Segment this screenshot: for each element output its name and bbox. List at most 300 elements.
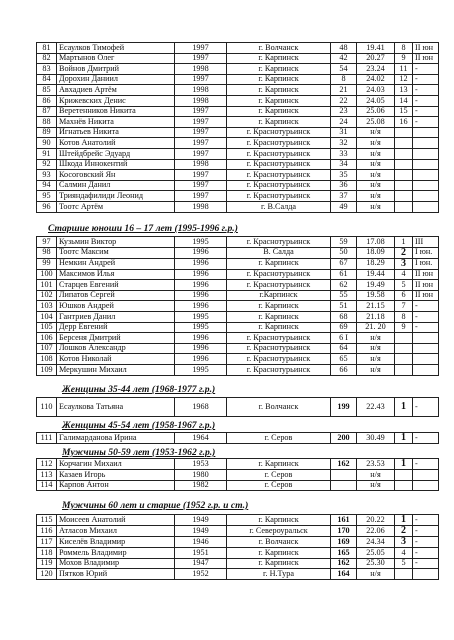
row-number: 81 — [37, 43, 57, 54]
birth-year: 1997 — [175, 180, 227, 191]
rank: II юн — [413, 280, 439, 291]
finish-time: н/я — [357, 159, 395, 170]
bib-number: 161 — [331, 515, 357, 526]
place: 14 — [395, 95, 413, 106]
row-number: 96 — [37, 201, 57, 212]
city: г. Карпинск — [227, 322, 331, 333]
finish-time: 24.03 — [357, 85, 395, 96]
athlete-name: Есаулкова Татьяна — [57, 398, 175, 417]
birth-year: 1998 — [175, 85, 227, 96]
rank: - — [413, 117, 439, 128]
birth-year: 1997 — [175, 117, 227, 128]
bib-number: 49 — [331, 201, 357, 212]
place — [395, 333, 413, 344]
rank — [413, 364, 439, 375]
finish-time: н/я — [357, 364, 395, 375]
table-row — [37, 95, 439, 106]
row-number: 97 — [37, 237, 57, 248]
results-table-men-50-59 — [36, 458, 439, 491]
birth-year: 1997 — [175, 53, 227, 64]
row-number: 104 — [37, 311, 57, 322]
bib-number: 55 — [331, 290, 357, 301]
row-number: 107 — [37, 343, 57, 354]
finish-time: н/я — [357, 343, 395, 354]
row-number: 82 — [37, 53, 57, 64]
place: 8 — [395, 311, 413, 322]
birth-year: 1947 — [175, 558, 227, 569]
rank: II юн — [413, 43, 439, 54]
city: г. Краснотурьинск — [227, 354, 331, 365]
bib-number: 48 — [331, 43, 357, 54]
bib-number: 65 — [331, 354, 357, 365]
rank: - — [413, 85, 439, 96]
city: г. Карпинск — [227, 258, 331, 269]
rank — [413, 480, 439, 491]
place: 1 — [395, 459, 413, 470]
city: г. Волчанск — [227, 398, 331, 417]
row-number: 119 — [37, 558, 57, 569]
city: г. Серов — [227, 470, 331, 481]
place — [395, 480, 413, 491]
athlete-name: Атласов Михаил — [57, 526, 175, 537]
rank: - — [413, 459, 439, 470]
rank: - — [413, 515, 439, 526]
row-number: 94 — [37, 180, 57, 191]
bib-number: 59 — [331, 237, 357, 248]
place — [395, 201, 413, 212]
bib-number — [331, 480, 357, 491]
rank: - — [413, 537, 439, 548]
place: 13 — [395, 85, 413, 96]
finish-time: 24.05 — [357, 95, 395, 106]
city: г. Краснотурьинск — [227, 237, 331, 248]
table-row — [37, 354, 439, 365]
table-row — [37, 333, 439, 344]
athlete-name: Трияндафилиди Леонид — [57, 191, 175, 202]
athlete-name: Мохов Владимир — [57, 558, 175, 569]
birth-year: 1996 — [175, 247, 227, 258]
row-number: 89 — [37, 127, 57, 138]
rank: - — [413, 322, 439, 333]
rank: - — [413, 398, 439, 417]
athlete-name: Максимов Илья — [57, 269, 175, 280]
finish-time: 19.58 — [357, 290, 395, 301]
section-heading-women-45-54: Женщины 45-54 лет (1958-1967 г.р.) — [62, 420, 216, 431]
table-row — [37, 191, 439, 202]
row-number: 98 — [37, 247, 57, 258]
finish-time: 23.53 — [357, 459, 395, 470]
athlete-name: Киселёв Владимир — [57, 537, 175, 548]
table-row — [37, 548, 439, 559]
birth-year: 1996 — [175, 301, 227, 312]
birth-year: 1996 — [175, 290, 227, 301]
athlete-name: Дерр Евгений — [57, 322, 175, 333]
birth-year: 1952 — [175, 569, 227, 580]
finish-time: 18.09 — [357, 247, 395, 258]
bib-number: 36 — [331, 180, 357, 191]
bib-number: 37 — [331, 191, 357, 202]
table-row — [37, 180, 439, 191]
finish-time: н/я — [357, 138, 395, 149]
place: 11 — [395, 64, 413, 75]
athlete-name: Котов Николай — [57, 354, 175, 365]
row-number: 109 — [37, 364, 57, 375]
birth-year: 1997 — [175, 74, 227, 85]
rank — [413, 148, 439, 159]
athlete-name: Гантриев Данил — [57, 311, 175, 322]
place — [395, 354, 413, 365]
table-row — [37, 311, 439, 322]
row-number: 83 — [37, 64, 57, 75]
bib-number: 50 — [331, 247, 357, 258]
place: 4 — [395, 548, 413, 559]
birth-year: 1996 — [175, 333, 227, 344]
table-row — [37, 64, 439, 75]
birth-year: 1997 — [175, 127, 227, 138]
place: 3 — [395, 258, 413, 269]
finish-time: н/я — [357, 170, 395, 181]
results-table-senior-juniors — [36, 236, 439, 376]
athlete-name: Карпов Антон — [57, 480, 175, 491]
table-row — [37, 258, 439, 269]
city: г. Серов — [227, 480, 331, 491]
row-number: 111 — [37, 433, 57, 444]
finish-time: н/я — [357, 191, 395, 202]
rank — [413, 343, 439, 354]
bib-number: 165 — [331, 548, 357, 559]
row-number: 92 — [37, 159, 57, 170]
birth-year: 1964 — [175, 433, 227, 444]
place: 9 — [395, 53, 413, 64]
finish-time: 21.15 — [357, 301, 395, 312]
row-number: 115 — [37, 515, 57, 526]
birth-year: 1953 — [175, 459, 227, 470]
place: 1 — [395, 237, 413, 248]
section-heading-men-50-59: Мужчины 50-59 лет (1953-1962 г.р.) — [62, 447, 216, 458]
birth-year: 1996 — [175, 269, 227, 280]
bib-number: 31 — [331, 127, 357, 138]
athlete-name: Немкин Андрей — [57, 258, 175, 269]
city: г. Карпинск — [227, 95, 331, 106]
row-number: 84 — [37, 74, 57, 85]
birth-year: 1995 — [175, 237, 227, 248]
athlete-name: Кузьмин Виктор — [57, 237, 175, 248]
row-number: 120 — [37, 569, 57, 580]
athlete-name: Войнов Дмитрий — [57, 64, 175, 75]
row-number: 110 — [37, 398, 57, 417]
place: 3 — [395, 537, 413, 548]
birth-year: 1995 — [175, 311, 227, 322]
rank: - — [413, 64, 439, 75]
birth-year: 1997 — [175, 191, 227, 202]
results-table-women-45-54 — [36, 432, 439, 444]
birth-year: 1997 — [175, 170, 227, 181]
table-row — [37, 537, 439, 548]
place: 2 — [395, 247, 413, 258]
bib-number: 169 — [331, 537, 357, 548]
city: г. Карпинск — [227, 74, 331, 85]
bib-number: 162 — [331, 459, 357, 470]
birth-year: 1998 — [175, 159, 227, 170]
row-number: 114 — [37, 480, 57, 491]
finish-time: 17.08 — [357, 237, 395, 248]
athlete-name: Веретенников Никита — [57, 106, 175, 117]
birth-year: 1980 — [175, 470, 227, 481]
rank: - — [413, 301, 439, 312]
birth-year: 1998 — [175, 201, 227, 212]
bib-number: 24 — [331, 117, 357, 128]
bib-number: 54 — [331, 64, 357, 75]
row-number: 100 — [37, 269, 57, 280]
birth-year: 1946 — [175, 537, 227, 548]
row-number: 103 — [37, 301, 57, 312]
athlete-name: Меркушин Михаил — [57, 364, 175, 375]
city: г.Карпинск — [227, 290, 331, 301]
city: г. Краснотурьинск — [227, 180, 331, 191]
finish-time: 24.34 — [357, 537, 395, 548]
row-number: 90 — [37, 138, 57, 149]
finish-time: 25.08 — [357, 117, 395, 128]
table-row — [37, 170, 439, 181]
place — [395, 127, 413, 138]
city: г. Карпинск — [227, 459, 331, 470]
place: 7 — [395, 301, 413, 312]
table-row — [37, 459, 439, 470]
finish-time: 22.06 — [357, 526, 395, 537]
athlete-name: Авхадиев Артём — [57, 85, 175, 96]
table-row — [37, 201, 439, 212]
results-table-juniors — [36, 42, 439, 213]
city: г. Карпинск — [227, 301, 331, 312]
bib-number: 35 — [331, 170, 357, 181]
table-row — [37, 247, 439, 258]
place — [395, 470, 413, 481]
finish-time: н/я — [357, 333, 395, 344]
athlete-name: Котов Анатолий — [57, 138, 175, 149]
section-heading-women-35-44: Женщины 35-44 лет (1968-1977 г.р.) — [62, 384, 216, 395]
place — [395, 364, 413, 375]
birth-year: 1995 — [175, 364, 227, 375]
city: г. Краснотурьинск — [227, 159, 331, 170]
birth-year: 1968 — [175, 398, 227, 417]
athlete-name: Штейдбрейс Эдуард — [57, 148, 175, 159]
finish-time: 24.02 — [357, 74, 395, 85]
rank: III — [413, 237, 439, 248]
athlete-name: Тоотс Максим — [57, 247, 175, 258]
athlete-name: Старцев Евгений — [57, 280, 175, 291]
athlete-name: Галимарданова Ирина — [57, 433, 175, 444]
table-row — [37, 85, 439, 96]
rank — [413, 170, 439, 181]
row-number: 85 — [37, 85, 57, 96]
rank — [413, 201, 439, 212]
rank: - — [413, 526, 439, 537]
finish-time: н/я — [357, 354, 395, 365]
finish-time: 25.30 — [357, 558, 395, 569]
rank — [413, 333, 439, 344]
city: г. Карпинск — [227, 106, 331, 117]
athlete-name: Берсеня Дмитрий — [57, 333, 175, 344]
place: 1 — [395, 515, 413, 526]
city: г. Карпинск — [227, 53, 331, 64]
rank: - — [413, 106, 439, 117]
finish-time: 19.44 — [357, 269, 395, 280]
finish-time: 23.24 — [357, 64, 395, 75]
birth-year: 1995 — [175, 322, 227, 333]
birth-year: 1996 — [175, 354, 227, 365]
place — [395, 159, 413, 170]
row-number: 105 — [37, 322, 57, 333]
place: 9 — [395, 322, 413, 333]
bib-number: 34 — [331, 159, 357, 170]
table-row — [37, 127, 439, 138]
city: г. Волчанск — [227, 43, 331, 54]
table-row — [37, 106, 439, 117]
finish-time: 19.49 — [357, 280, 395, 291]
place: 5 — [395, 558, 413, 569]
rank: - — [413, 558, 439, 569]
place — [395, 170, 413, 181]
bib-number: 62 — [331, 280, 357, 291]
row-number: 99 — [37, 258, 57, 269]
rank: - — [413, 433, 439, 444]
table-row — [37, 53, 439, 64]
city: г. Краснотурьинск — [227, 170, 331, 181]
finish-time: н/я — [357, 180, 395, 191]
bib-number: 67 — [331, 258, 357, 269]
birth-year: 1996 — [175, 280, 227, 291]
table-row — [37, 74, 439, 85]
rank — [413, 569, 439, 580]
bib-number: 6 I — [331, 333, 357, 344]
city: г. Краснотурьинск — [227, 148, 331, 159]
city: г. Карпинск — [227, 548, 331, 559]
row-number: 118 — [37, 548, 57, 559]
rank: II юн — [413, 269, 439, 280]
rank — [413, 354, 439, 365]
finish-time: н/я — [357, 569, 395, 580]
table-row — [37, 322, 439, 333]
bib-number: 199 — [331, 398, 357, 417]
rank — [413, 470, 439, 481]
rank — [413, 127, 439, 138]
section-heading-men-60-plus: Мужчины 60 лет и старше (1952 г.р. и ст.) — [62, 500, 249, 511]
athlete-name: Тоотс Артём — [57, 201, 175, 212]
rank: - — [413, 74, 439, 85]
city: г. В.Салда — [227, 201, 331, 212]
table-row — [37, 343, 439, 354]
finish-time: 21.18 — [357, 311, 395, 322]
table-row — [37, 138, 439, 149]
row-number: 108 — [37, 354, 57, 365]
results-table-women-35-44 — [36, 397, 439, 417]
city: г. Краснотурьинск — [227, 269, 331, 280]
city: г. Североуральск — [227, 526, 331, 537]
row-number: 117 — [37, 537, 57, 548]
bib-number: 51 — [331, 301, 357, 312]
place: 4 — [395, 269, 413, 280]
city: г. Краснотурьинск — [227, 333, 331, 344]
row-number: 101 — [37, 280, 57, 291]
rank: - — [413, 311, 439, 322]
place — [395, 138, 413, 149]
table-row — [37, 515, 439, 526]
birth-year: 1998 — [175, 64, 227, 75]
bib-number: 32 — [331, 138, 357, 149]
athlete-name: Салмин Данил — [57, 180, 175, 191]
athlete-name: Махнёв Никита — [57, 117, 175, 128]
table-row — [37, 526, 439, 537]
table-row — [37, 480, 439, 491]
rank: - — [413, 95, 439, 106]
row-number: 95 — [37, 191, 57, 202]
birth-year: 1997 — [175, 106, 227, 117]
city: г. Волчанск — [227, 537, 331, 548]
table-row — [37, 148, 439, 159]
place — [395, 569, 413, 580]
table-row — [37, 398, 439, 417]
city: г. Краснотурьинск — [227, 127, 331, 138]
city: г. Карпинск — [227, 558, 331, 569]
athlete-name: Мартынов Олег — [57, 53, 175, 64]
finish-time: 21. 20 — [357, 322, 395, 333]
table-row — [37, 433, 439, 444]
place: 12 — [395, 74, 413, 85]
place: 8 — [395, 43, 413, 54]
row-number: 116 — [37, 526, 57, 537]
finish-time: 20.27 — [357, 53, 395, 64]
athlete-name: Косоговский Ян — [57, 170, 175, 181]
city: г. Карпинск — [227, 64, 331, 75]
row-number: 106 — [37, 333, 57, 344]
bib-number: 8 — [331, 74, 357, 85]
bib-number: 21 — [331, 85, 357, 96]
bib-number: 66 — [331, 364, 357, 375]
place: 1 — [395, 433, 413, 444]
row-number: 88 — [37, 117, 57, 128]
athlete-name: Крижевских Денис — [57, 95, 175, 106]
bib-number: 69 — [331, 322, 357, 333]
rank: II юн — [413, 290, 439, 301]
rank: - — [413, 548, 439, 559]
city: г. Карпинск — [227, 311, 331, 322]
table-row — [37, 290, 439, 301]
place: 5 — [395, 280, 413, 291]
athlete-name: Корчагин Михаил — [57, 459, 175, 470]
table-row — [37, 470, 439, 481]
bib-number — [331, 470, 357, 481]
table-row — [37, 43, 439, 54]
table-row — [37, 558, 439, 569]
rank: II юн — [413, 53, 439, 64]
rank — [413, 191, 439, 202]
bib-number: 33 — [331, 148, 357, 159]
finish-time: 30.49 — [357, 433, 395, 444]
athlete-name: Дорохин Даниил — [57, 74, 175, 85]
results-table-men-60-plus — [36, 514, 439, 580]
birth-year: 1996 — [175, 258, 227, 269]
row-number: 91 — [37, 148, 57, 159]
athlete-name: Моисеев Анатолий — [57, 515, 175, 526]
place: 1 — [395, 398, 413, 417]
athlete-name: Лошков Александр — [57, 343, 175, 354]
finish-time: 25.06 — [357, 106, 395, 117]
rank: I юн. — [413, 258, 439, 269]
city: г. Краснотурьинск — [227, 280, 331, 291]
city: г. Краснотурьинск — [227, 343, 331, 354]
bib-number: 170 — [331, 526, 357, 537]
finish-time: н/я — [357, 480, 395, 491]
